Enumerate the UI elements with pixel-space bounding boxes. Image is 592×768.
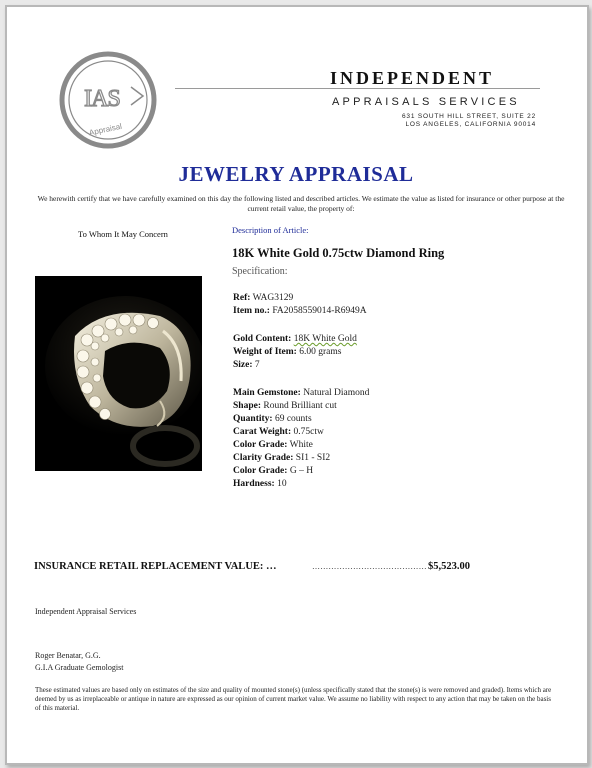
field-gold-content: Gold Content: 18K White Gold (233, 334, 357, 344)
field-item-no: Item no.: FA2058559014-R6949A (233, 306, 367, 316)
disclaimer-text: These estimated values are based only on estimates of the size and quality of mounted stone(s) (unless specifically stated that the stone(s) is were removed and graded). Items which are deemed by us as irreplaceable or antique in nature are expressed as our opinion of current market value. We assume no liability with respect to any action that may be taken on the basis of this material. (35, 686, 552, 712)
header-divider (175, 88, 540, 89)
field-ref: Ref: WAG3129 (233, 293, 294, 303)
insurance-label: INSURANCE RETAIL REPLACEMENT VALUE: … (34, 561, 277, 572)
insurance-value: $5,523.00 (428, 561, 470, 572)
field-shape: Shape: Round Brilliant cut (233, 401, 337, 411)
specification-label: Specification: (232, 266, 288, 277)
certification-text: We herewith certify that we have carefully examined on this day the following listed and described articles. We estimate the value as listed for insurance or other purpose at the current retail value, the property of: (37, 194, 565, 213)
address-line-1: 631 SOUTH HILL STREET, SUITE 22 (401, 113, 536, 120)
logo-subtext: Appraisal (88, 121, 123, 138)
address-line-2: LOS ANGELES, CALIFORNIA 90014 (405, 121, 536, 128)
signature-name: Roger Benatar, G.G. (35, 651, 101, 660)
field-color-grade-range: Color Grade: G – H (233, 466, 314, 476)
field-weight: Weight of Item: 6.00 grams (233, 347, 342, 357)
item-title: 18K White Gold 0.75ctw Diamond Ring (232, 246, 445, 260)
signature-title: G.I.A Graduate Gemologist (35, 663, 124, 672)
company-name: INDEPENDENT (330, 68, 495, 88)
field-carat-weight: Carat Weight: 0.75ctw (233, 427, 324, 437)
recipient: To Whom It May Concern (78, 229, 168, 239)
field-hardness: Hardness: 10 (233, 479, 287, 489)
field-quantity: Quantity: 69 counts (233, 414, 312, 424)
logo-text: IAS (84, 86, 120, 112)
signature-company: Independent Appraisal Services (35, 607, 137, 616)
ias-logo (58, 50, 158, 150)
ring-photo (35, 276, 202, 471)
description-label: Description of Article: (232, 225, 309, 235)
field-color-grade: Color Grade: White (233, 440, 313, 450)
company-subtitle: APPRAISALS SERVICES (332, 96, 520, 108)
field-size: Size: 7 (233, 360, 260, 370)
field-main-gemstone: Main Gemstone: Natural Diamond (233, 388, 370, 398)
document-title: JEWELRY APPRAISAL (178, 162, 414, 186)
field-clarity-grade: Clarity Grade: SI1 - SI2 (233, 453, 331, 463)
insurance-dots: …………………………………… (312, 562, 427, 571)
